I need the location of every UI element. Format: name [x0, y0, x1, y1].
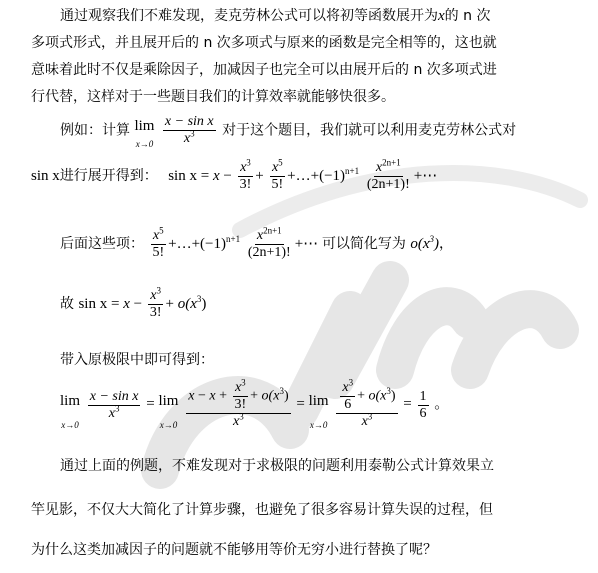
p1-line2: 多项式形式，并且展开后的 n 次多项式与原来的函数是完全相等的，这也就 [31, 35, 497, 51]
final-derivation: lim x→0 $\frac{\text{x − sin x}}{x^3}$ = lim x→0 x − x + $\frac{x^3}{3!}$ + $o(x^3)$ $x^3$ = lim x→0 $\frac{x^3}{6}$ + $o(x^3)$ $x^3$ = $\frac{1}{6}$ 。 [60, 377, 450, 430]
expand-text: 进行展开得到： [59, 167, 158, 184]
p1-line1b: 的 n 次 [444, 8, 491, 24]
therefore-formula: sin x = x − $\frac{x^3}{3!}$ + $o(x^3)$ [78, 285, 207, 320]
substitute-line: 带入原极限中即可得到： [60, 352, 214, 368]
therefore-prefix: 故 [60, 295, 74, 312]
p1-line1-var: x [438, 8, 445, 24]
maclaurin-series: sin x = x − $\frac{x^3}{3!}$ + $\frac{x^5}{5!}$ $+\dots+(-1)^{n+1}$ $\frac{x^{2n+1}}{(2n+1)!}$ +⋯ [168, 157, 438, 192]
example-line [60, 112, 516, 149]
little-o: $o(x^3)$ [410, 233, 440, 252]
remainder-terms: $\frac{x^5}{5!}$ $+\dots+(-1)^{n+1}$ $\frac{x^{2n+1}}{(2n+1)!}$ +⋯ [152, 225, 319, 260]
example-suffix: 对于这个题目，我们就可以利用麦克劳林公式对 [222, 122, 517, 139]
p6-line1: 通过上面的例题，不难发现对于求极限的问题利用泰勒公式计算效果立 [60, 458, 494, 474]
therefore-line [60, 285, 207, 321]
p1-line4: 行代替，这样对于一些题目我们的计算效率就能够快很多。 [31, 89, 395, 105]
example-fraction: $\frac{\text{x − sin x}}{x^3}$ [164, 114, 214, 146]
sinx-label: sin x [31, 167, 60, 184]
expansion-line [31, 157, 438, 193]
p6-line2: 竿见影，不仅大大简化了计算步骤，也避免了很多容易计算失误的过程，但 [31, 502, 493, 518]
example-prefix: 例如：计算 [60, 122, 130, 139]
lim-operator: lim x→0 [134, 118, 155, 149]
p6-line3: 为什么这类加减因子的问题就不能够用等价无穷小进行替换了呢？ [31, 542, 437, 558]
remainder-suffix: 可以简化写为 [321, 235, 406, 252]
p1-line1a: 通过观察我们不难发现，麦克劳林公式可以将初等函数展开为 [60, 8, 438, 24]
remainder-prefix: 后面这些项： [60, 235, 144, 252]
p1-line3: 意味着此时不仅是乘除因子，加减因子也完全可以由展开后的 n 次多项式进 [31, 62, 497, 78]
remainder-line: 后面这些项： $\frac{x^5}{5!}$ $+\dots+(-1)^{n+1}$ $\frac{x^{2n+1}}{(2n+1)!}$ +⋯ 可以简化写为 $o(x^3)$， [60, 225, 454, 260]
